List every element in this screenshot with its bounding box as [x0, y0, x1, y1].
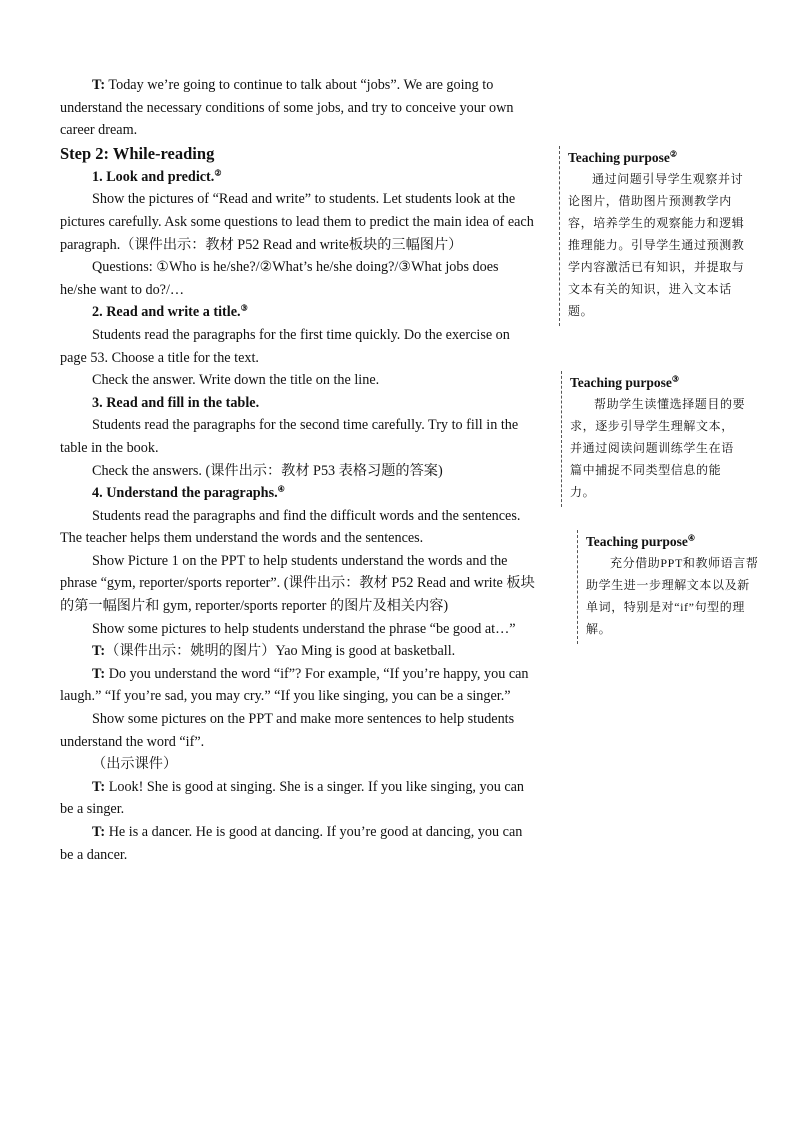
note-text: 通过问题引导学生观察并讨论图片，借助图片预测教学内容，培养学生的观察能力和逻辑推理能力。引导学生通过预测教学内容激活已有知识，并提取与文本有关的知识，进入文本话题。	[568, 172, 745, 318]
paragraph: Show some pictures on the PPT and make more sentences to help students understand the word “if”.	[60, 711, 515, 750]
footnote-mark: ④	[277, 484, 285, 494]
paragraph: Check the answer. Write down the title on the line.	[92, 372, 380, 389]
paragraph: Show the pictures of “Read and write” to students. Let students look at the pictures carefully. Ask some questions to lead them to predict the main idea of each paragraph.（课件出示：教材 P52 Read and write板块的三幅图片）	[60, 191, 534, 253]
paragraph: Students read the paragraphs for the second time carefully. Try to fill in the table in the book.	[60, 417, 519, 456]
paragraph: Show some pictures to help students understand the phrase “be good at…”	[92, 620, 516, 637]
paragraph: Students read the paragraphs and find the difficult words and the sentences. The teacher helps them understand the words and the sentences.	[60, 507, 521, 547]
lesson-body	[60, 74, 535, 866]
paragraph: Questions: ①Who is he/she?/②What’s he/she doing?/③What jobs does he/she want to do?/…	[60, 259, 499, 298]
section-title: 2. Read and write a title.③	[92, 303, 248, 321]
step-title: Step 2: While-reading	[60, 143, 215, 163]
teaching-purpose-note	[561, 371, 746, 507]
note-title: Teaching purpose④	[586, 533, 696, 549]
teacher-label: T:	[92, 778, 106, 795]
section-title: 3. Read and fill in the table.	[92, 394, 260, 411]
teacher-label: T:	[92, 643, 106, 660]
footnote-mark: ③	[240, 303, 248, 313]
footnote-mark: ②	[214, 168, 222, 178]
dialogue-line: T: Look! She is good at singing. She is a singer. If you like singing, you can be a singer.	[60, 778, 525, 818]
teaching-purpose-note	[559, 146, 746, 326]
note-text: 帮助学生读懂选择题目的要求，逐步引导学生理解文本，并通过阅读问题训练学生在语篇中捕捉不同类型信息的能力。	[570, 397, 746, 499]
teacher-label: T:	[92, 824, 106, 840]
footnote-mark: ②	[669, 149, 678, 159]
footnote-mark: ④	[687, 533, 696, 543]
section-title: 1. Look and predict.②	[92, 168, 222, 185]
dialogue-line: T:（课件出示：姚明的图片）Yao Ming is good at basketball.	[92, 643, 456, 660]
dialogue-line: T: He is a dancer. He is good at dancing. If you’re good at dancing, you can be a dancer.	[60, 824, 523, 863]
paragraph: （出示课件）	[92, 756, 178, 773]
paragraph: Show Picture 1 on the PPT to help students understand the words and the phrase “gym, reporter/sports reporter”. (课件出示：教材 P52 Read and write 板块的第一幅图片和 gym, reporter/sports reporter 的图片及相关内容)	[60, 552, 535, 615]
section-title: 4. Understand the paragraphs.④	[92, 484, 285, 502]
intro-paragraph	[60, 74, 535, 142]
paragraph: Check the answers. (课件出示：教材 P53 表格习题的答案)	[92, 462, 443, 479]
note-title: Teaching purpose②	[568, 149, 678, 165]
note-title: Teaching purpose③	[570, 374, 680, 390]
teacher-label: T:	[92, 665, 106, 682]
dialogue-line: T: Do you understand the word “if”? For example, “If you’re happy, you can laugh.” “If you’re sad, you may cry.” “If you like singing, you can be a singer.”	[60, 665, 529, 705]
intro-text: Today we’re going to continue to talk about “jobs”. We are going to understand the necessary conditions of some jobs, and try to conceive your own career dream.	[60, 77, 514, 139]
note-text: 充分借助PPT和教师语言帮助学生进一步理解文本以及新单词，特别是对“if”句型的理解。	[586, 556, 759, 636]
teacher-label: T:	[92, 77, 106, 93]
paragraph: Students read the paragraphs for the first time quickly. Do the exercise on page 53. Choose a title for the text.	[60, 326, 510, 366]
footnote-mark: ③	[671, 374, 680, 384]
teaching-purpose-note	[577, 530, 762, 644]
